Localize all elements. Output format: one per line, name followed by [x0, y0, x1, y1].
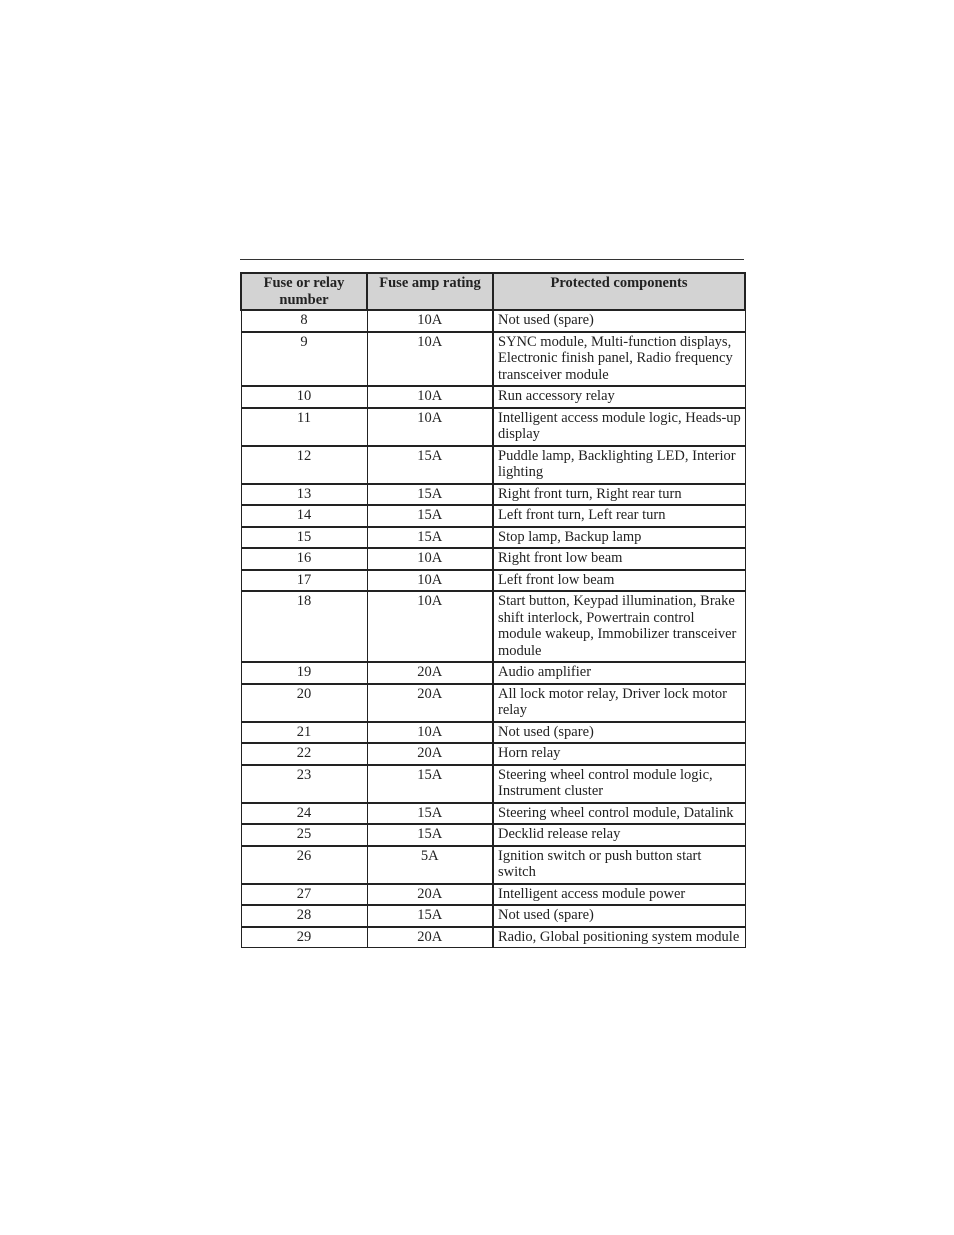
fuse-number-cell: 23 [241, 765, 367, 803]
amp-rating-cell: 15A [367, 765, 493, 803]
protected-components-cell: Horn relay [493, 743, 745, 765]
fuse-number-cell: 13 [241, 484, 367, 506]
amp-rating-cell: 20A [367, 743, 493, 765]
amp-rating-cell: 10A [367, 310, 493, 332]
fuse-number-cell: 10 [241, 386, 367, 408]
amp-rating-cell: 20A [367, 662, 493, 684]
fuse-number-cell: 14 [241, 505, 367, 527]
table-row [241, 846, 745, 884]
table-row [241, 824, 745, 846]
table-row [241, 722, 745, 744]
amp-rating-cell: 20A [367, 884, 493, 906]
amp-rating-cell: 15A [367, 505, 493, 527]
top-rule [240, 259, 744, 260]
amp-rating-cell: 10A [367, 570, 493, 592]
table-row [241, 765, 745, 803]
table-body [241, 310, 745, 948]
table-row [241, 310, 745, 332]
fuse-number-cell: 15 [241, 527, 367, 549]
amp-rating-cell: 10A [367, 332, 493, 387]
fuse-number-cell: 18 [241, 591, 367, 662]
protected-components-cell: All lock motor relay, Driver lock motor relay [493, 684, 745, 722]
table-row [241, 684, 745, 722]
protected-components-cell: Start button, Keypad illumination, Brake shift interlock, Powertrain control module wakeup, Immobilizer transceiver module [493, 591, 745, 662]
fuse-number-cell: 11 [241, 408, 367, 446]
table-row [241, 570, 745, 592]
amp-rating-cell: 10A [367, 591, 493, 662]
fuse-number-cell: 26 [241, 846, 367, 884]
protected-components-cell: Intelligent access module power [493, 884, 745, 906]
table-row [241, 803, 745, 825]
header-amp-rating: Fuse amp rating [367, 273, 493, 310]
protected-components-cell: Stop lamp, Backup lamp [493, 527, 745, 549]
protected-components-cell: SYNC module, Multi-function displays, Electronic finish panel, Radio frequency transceiver module [493, 332, 745, 387]
fuse-number-cell: 17 [241, 570, 367, 592]
protected-components-cell: Puddle lamp, Backlighting LED, Interior lighting [493, 446, 745, 484]
fuse-number-cell: 9 [241, 332, 367, 387]
protected-components-cell: Right front low beam [493, 548, 745, 570]
protected-components-cell: Not used (spare) [493, 310, 745, 332]
protected-components-cell: Steering wheel control module, Datalink [493, 803, 745, 825]
protected-components-cell: Decklid release relay [493, 824, 745, 846]
fuse-number-cell: 25 [241, 824, 367, 846]
protected-components-cell: Left front low beam [493, 570, 745, 592]
protected-components-cell: Audio amplifier [493, 662, 745, 684]
table-row [241, 446, 745, 484]
amp-rating-cell: 15A [367, 824, 493, 846]
protected-components-cell: Not used (spare) [493, 905, 745, 927]
fuse-number-cell: 21 [241, 722, 367, 744]
fuse-table [240, 272, 746, 948]
table-row [241, 927, 745, 948]
fuse-number-cell: 19 [241, 662, 367, 684]
amp-rating-cell: 15A [367, 905, 493, 927]
amp-rating-cell: 20A [367, 927, 493, 948]
protected-components-cell: Right front turn, Right rear turn [493, 484, 745, 506]
fuse-number-cell: 27 [241, 884, 367, 906]
protected-components-cell: Steering wheel control module logic, Instrument cluster [493, 765, 745, 803]
fuse-number-cell: 28 [241, 905, 367, 927]
table-row [241, 591, 745, 662]
protected-components-cell: Run accessory relay [493, 386, 745, 408]
table-row [241, 386, 745, 408]
table-header [241, 273, 745, 310]
table-row [241, 743, 745, 765]
table-row [241, 408, 745, 446]
fuse-number-cell: 12 [241, 446, 367, 484]
amp-rating-cell: 20A [367, 684, 493, 722]
fuse-number-cell: 20 [241, 684, 367, 722]
header-row [241, 273, 745, 310]
amp-rating-cell: 15A [367, 446, 493, 484]
amp-rating-cell: 10A [367, 386, 493, 408]
fuse-number-cell: 24 [241, 803, 367, 825]
table-row [241, 332, 745, 387]
amp-rating-cell: 5A [367, 846, 493, 884]
fuse-number-cell: 16 [241, 548, 367, 570]
table-row [241, 884, 745, 906]
fuse-number-cell: 8 [241, 310, 367, 332]
amp-rating-cell: 15A [367, 803, 493, 825]
protected-components-cell: Intelligent access module logic, Heads-up display [493, 408, 745, 446]
fuse-number-cell: 22 [241, 743, 367, 765]
fuse-number-cell: 29 [241, 927, 367, 948]
protected-components-cell: Not used (spare) [493, 722, 745, 744]
header-protected-components: Protected components [493, 273, 745, 310]
table-row [241, 505, 745, 527]
amp-rating-cell: 10A [367, 408, 493, 446]
table-row [241, 905, 745, 927]
amp-rating-cell: 10A [367, 722, 493, 744]
header-fuse-number: Fuse or relay number [241, 273, 367, 310]
table-row [241, 527, 745, 549]
protected-components-cell: Ignition switch or push button start switch [493, 846, 745, 884]
amp-rating-cell: 15A [367, 527, 493, 549]
table-row [241, 548, 745, 570]
table-row [241, 484, 745, 506]
protected-components-cell: Left front turn, Left rear turn [493, 505, 745, 527]
protected-components-cell: Radio, Global positioning system module [493, 927, 745, 948]
amp-rating-cell: 10A [367, 548, 493, 570]
amp-rating-cell: 15A [367, 484, 493, 506]
table-row [241, 662, 745, 684]
